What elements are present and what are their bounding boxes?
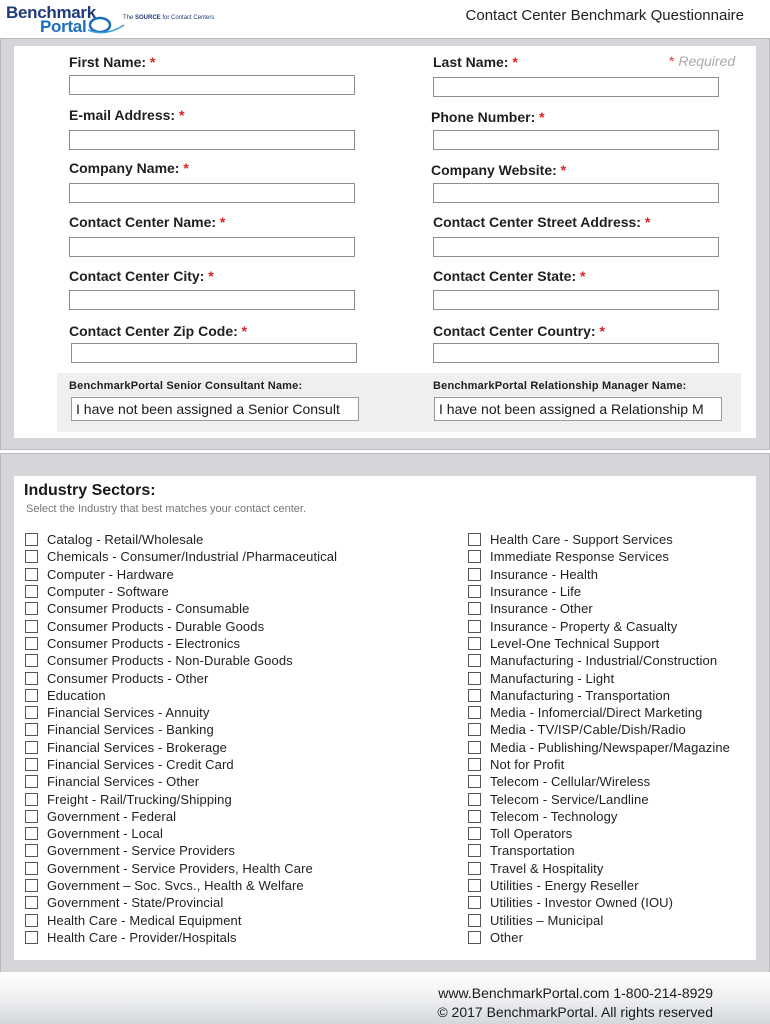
industry-checkbox[interactable]	[468, 862, 481, 875]
industry-option[interactable]	[468, 756, 730, 773]
industry-option[interactable]	[468, 842, 730, 859]
industry-option-label: Insurance - Health	[490, 566, 599, 582]
logo-tagline: The SOURCE for Contact Centers	[123, 15, 215, 21]
industry-option[interactable]	[25, 687, 337, 704]
industry-checkbox[interactable]	[468, 879, 481, 892]
industry-option[interactable]	[25, 756, 337, 773]
email-input[interactable]	[69, 130, 355, 150]
industry-checkbox[interactable]	[468, 550, 481, 563]
industry-checkbox[interactable]	[25, 585, 38, 598]
industry-checkbox[interactable]	[468, 914, 481, 927]
industry-checkbox[interactable]	[25, 654, 38, 667]
industry-option-label: Catalog - Retail/Wholesale	[47, 532, 204, 548]
industry-option-label: Chemicals - Consumer/Industrial /Pharmaceutical	[47, 549, 338, 565]
industry-checkbox[interactable]	[25, 706, 38, 719]
industry-option-label: Media - TV/ISP/Cable/Dish/Radio	[490, 722, 686, 738]
industry-checkbox[interactable]	[468, 654, 481, 667]
industry-option[interactable]	[25, 808, 337, 825]
industry-option[interactable]	[25, 669, 337, 686]
industry-option[interactable]	[25, 929, 337, 946]
industry-option-label: Utilities - Investor Owned (IOU)	[490, 895, 674, 911]
industry-option-label: Toll Operators	[490, 826, 573, 842]
industry-option-label: Computer - Hardware	[47, 566, 174, 582]
city-label: Contact Center City: *	[69, 268, 214, 284]
industry-option-label: Telecom - Cellular/Wireless	[490, 774, 651, 790]
industry-option-label: Consumer Products - Electronics	[47, 635, 241, 651]
required-note: * Required	[669, 53, 736, 69]
industry-option-label: Financial Services - Annuity	[47, 705, 210, 721]
industry-checkbox[interactable]	[25, 810, 38, 823]
zip-code-label: Contact Center Zip Code: *	[69, 323, 248, 339]
industry-checkbox[interactable]	[25, 931, 38, 944]
industry-option[interactable]	[25, 721, 337, 738]
industry-option-label: Health Care - Medical Equipment	[47, 912, 242, 928]
industry-option[interactable]	[468, 548, 730, 565]
industry-checkbox[interactable]	[468, 637, 481, 650]
industry-checkbox[interactable]	[468, 723, 481, 736]
phone-label: Phone Number: *	[431, 109, 545, 125]
industry-option[interactable]	[468, 739, 730, 756]
industry-option-label: Manufacturing - Light	[490, 670, 615, 686]
industry-checkbox[interactable]	[468, 896, 481, 909]
industry-option[interactable]	[25, 635, 337, 652]
industry-checkbox[interactable]	[25, 723, 38, 736]
industry-option-label: Travel & Hospitality	[490, 860, 604, 876]
industry-checkbox[interactable]	[25, 620, 38, 633]
zip-code-input[interactable]	[71, 343, 357, 363]
industry-checkbox[interactable]	[468, 827, 481, 840]
industry-option[interactable]	[25, 894, 337, 911]
industry-checkbox[interactable]	[468, 844, 481, 857]
industry-checkbox[interactable]	[25, 741, 38, 754]
industry-option-label: Financial Services - Brokerage	[47, 739, 228, 755]
first-name-input[interactable]	[69, 75, 355, 95]
industry-option[interactable]	[468, 704, 730, 721]
industry-option[interactable]	[25, 548, 337, 565]
industry-option-label: Level-One Technical Support	[490, 635, 660, 651]
industry-option-label: Other	[490, 929, 524, 945]
industry-checkbox[interactable]	[468, 793, 481, 806]
industry-option[interactable]	[468, 687, 730, 704]
contact-center-name-input[interactable]	[69, 237, 355, 257]
industry-checkbox[interactable]	[25, 602, 38, 615]
industry-checkbox[interactable]	[468, 810, 481, 823]
first-name-label: First Name: *	[69, 54, 156, 70]
email-label: E-mail Address: *	[69, 107, 185, 123]
page-title: Contact Center Benchmark Questionnaire	[465, 7, 744, 24]
industry-checkbox[interactable]	[25, 793, 38, 806]
relationship-manager-field[interactable]: I have not been assigned a Relationship M	[434, 397, 722, 421]
street-address-label: Contact Center Street Address: *	[433, 214, 651, 230]
industry-option-label: Consumer Products - Other	[47, 670, 209, 686]
industry-option-label: Freight - Rail/Trucking/Shipping	[47, 791, 232, 807]
industry-option[interactable]	[468, 929, 730, 946]
industry-sectors-title: Industry Sectors:	[24, 482, 156, 499]
industry-option-label: Computer - Software	[47, 584, 169, 600]
industry-option[interactable]	[468, 583, 730, 600]
industry-checkbox[interactable]	[468, 620, 481, 633]
state-input[interactable]	[433, 290, 719, 310]
industry-option-label: Manufacturing - Transportation	[490, 687, 671, 703]
industry-option-label: Government – Soc. Svcs., Health & Welfare	[47, 878, 304, 894]
industry-option[interactable]	[468, 721, 730, 738]
industry-option[interactable]	[25, 566, 337, 583]
industry-option[interactable]	[25, 825, 337, 842]
industry-option-label: Utilities – Municipal	[490, 912, 604, 928]
industry-option-label: Not for Profit	[490, 757, 565, 772]
industry-option[interactable]	[468, 877, 730, 894]
senior-consultant-field[interactable]: I have not been assigned a Senior Consult	[71, 397, 359, 421]
industry-option[interactable]	[25, 877, 337, 894]
industry-option-label: Financial Services - Banking	[47, 722, 214, 738]
industry-option[interactable]	[25, 842, 337, 859]
industry-checkbox[interactable]	[25, 862, 38, 875]
company-website-input[interactable]	[433, 183, 719, 203]
industry-option-label: Education	[47, 687, 106, 703]
industry-option[interactable]	[25, 600, 337, 617]
industry-checkbox[interactable]	[468, 585, 481, 598]
industry-option[interactable]	[468, 669, 730, 686]
state-label: Contact Center State: *	[433, 268, 586, 284]
industry-checkbox[interactable]	[25, 637, 38, 650]
industry-checkbox[interactable]	[25, 844, 38, 857]
industry-option[interactable]	[468, 825, 730, 842]
company-name-label: Company Name: *	[69, 160, 189, 176]
industry-checkbox[interactable]	[468, 706, 481, 719]
industry-option[interactable]	[25, 704, 337, 721]
industry-option[interactable]	[468, 860, 730, 877]
footer-contact: www.BenchmarkPortal.com 1-800-214-8929	[438, 985, 713, 1001]
industry-option-label: Consumer Products - Consumable	[47, 601, 250, 617]
industry-option-label: Government - Local	[47, 826, 163, 842]
industry-option[interactable]	[25, 652, 337, 669]
company-name-input[interactable]	[69, 183, 355, 203]
industry-option-label: Government - Service Providers	[47, 843, 235, 859]
country-input[interactable]	[433, 343, 719, 363]
industry-option[interactable]	[25, 531, 337, 548]
industry-option-label: Financial Services - Other	[47, 774, 200, 790]
industry-option[interactable]	[468, 531, 730, 548]
industry-option[interactable]	[25, 773, 337, 790]
industry-option-label: Government - State/Provincial	[47, 895, 224, 911]
logo-wordmark-benchmark: Benchmark	[6, 3, 96, 22]
industry-option[interactable]	[468, 790, 730, 807]
logo-wordmark-portal: Portal	[40, 17, 87, 36]
industry-option-label: Consumer Products - Durable Goods	[47, 618, 265, 634]
industry-list-right	[468, 531, 730, 946]
industry-option[interactable]	[468, 894, 730, 911]
industry-option-label: Health Care - Support Services	[490, 532, 673, 548]
industry-option-label: Utilities - Energy Reseller	[490, 878, 639, 894]
industry-option[interactable]	[468, 566, 730, 583]
contact-center-name-label: Contact Center Name: *	[69, 214, 226, 230]
senior-consultant-label: BenchmarkPortal Senior Consultant Name:	[69, 380, 303, 392]
industry-checkbox[interactable]	[25, 758, 38, 771]
industry-checkbox[interactable]	[25, 689, 38, 702]
company-website-label: Company Website: *	[431, 162, 567, 178]
city-input[interactable]	[69, 290, 355, 310]
street-address-input[interactable]	[433, 237, 719, 257]
industry-checkbox[interactable]	[25, 896, 38, 909]
industry-checkbox[interactable]	[468, 568, 481, 581]
industry-checkbox[interactable]	[25, 550, 38, 563]
industry-checkbox[interactable]	[468, 689, 481, 702]
industry-option-label: Transportation	[490, 843, 575, 859]
industry-option-label: Telecom - Service/Landline	[490, 791, 649, 807]
industry-checkbox[interactable]	[468, 775, 481, 788]
industry-option-label: Telecom - Technology	[490, 808, 618, 824]
industry-option-label: Health Care - Provider/Hospitals	[47, 929, 237, 945]
industry-checkbox[interactable]	[468, 533, 481, 546]
industry-checkbox[interactable]	[25, 879, 38, 892]
industry-option[interactable]	[468, 652, 730, 669]
industry-checkbox[interactable]	[468, 672, 481, 685]
industry-option[interactable]	[25, 790, 337, 807]
industry-option[interactable]	[25, 739, 337, 756]
industry-option[interactable]	[25, 617, 337, 634]
industry-option-label: Insurance - Property & Casualty	[490, 618, 678, 634]
industry-option-label: Media - Publishing/Newspaper/Magazine	[490, 739, 730, 755]
industry-option-label: Manufacturing - Industrial/Construction	[490, 653, 718, 669]
industry-checkbox[interactable]	[468, 741, 481, 754]
industry-option[interactable]	[25, 860, 337, 877]
industry-checkbox[interactable]	[468, 602, 481, 615]
country-label: Contact Center Country: *	[433, 323, 605, 339]
phone-input[interactable]	[433, 130, 719, 150]
industry-option[interactable]	[468, 912, 730, 929]
relationship-manager-label: BenchmarkPortal Relationship Manager Name:	[433, 380, 687, 392]
industry-checkbox[interactable]	[25, 568, 38, 581]
industry-option-label: Government - Federal	[47, 808, 177, 824]
industry-checkbox[interactable]	[25, 775, 38, 788]
industry-checkbox[interactable]	[25, 914, 38, 927]
industry-option[interactable]	[25, 912, 337, 929]
industry-option[interactable]	[468, 808, 730, 825]
industry-option[interactable]	[468, 617, 730, 634]
industry-checkbox[interactable]	[468, 758, 481, 771]
industry-sectors-subtitle: Select the Industry that best matches your contact center.	[26, 503, 307, 515]
last-name-input[interactable]	[433, 77, 719, 97]
industry-option[interactable]	[468, 773, 730, 790]
industry-option[interactable]	[468, 635, 730, 652]
industry-list-left	[25, 531, 337, 946]
industry-option[interactable]	[25, 583, 337, 600]
industry-checkbox[interactable]	[25, 672, 38, 685]
industry-option-label: Consumer Products - Non-Durable Goods	[47, 653, 293, 669]
industry-checkbox[interactable]	[25, 533, 38, 546]
logo-swoosh-icon	[86, 15, 126, 35]
industry-option-label: Immediate Response Services	[490, 549, 669, 565]
industry-option-label: Government - Service Providers, Health Care	[47, 860, 313, 876]
industry-option-label: Financial Services - Credit Card	[47, 757, 234, 772]
industry-checkbox[interactable]	[25, 827, 38, 840]
industry-checkbox[interactable]	[468, 931, 481, 944]
industry-option[interactable]	[468, 600, 730, 617]
industry-option-label: Insurance - Life	[490, 584, 582, 600]
industry-option-label: Media - Infomercial/Direct Marketing	[490, 705, 703, 721]
footer-copyright: © 2017 BenchmarkPortal. All rights reserved	[437, 1004, 713, 1020]
industry-option-label: Insurance - Other	[490, 601, 593, 617]
last-name-label: Last Name: *	[433, 54, 518, 70]
